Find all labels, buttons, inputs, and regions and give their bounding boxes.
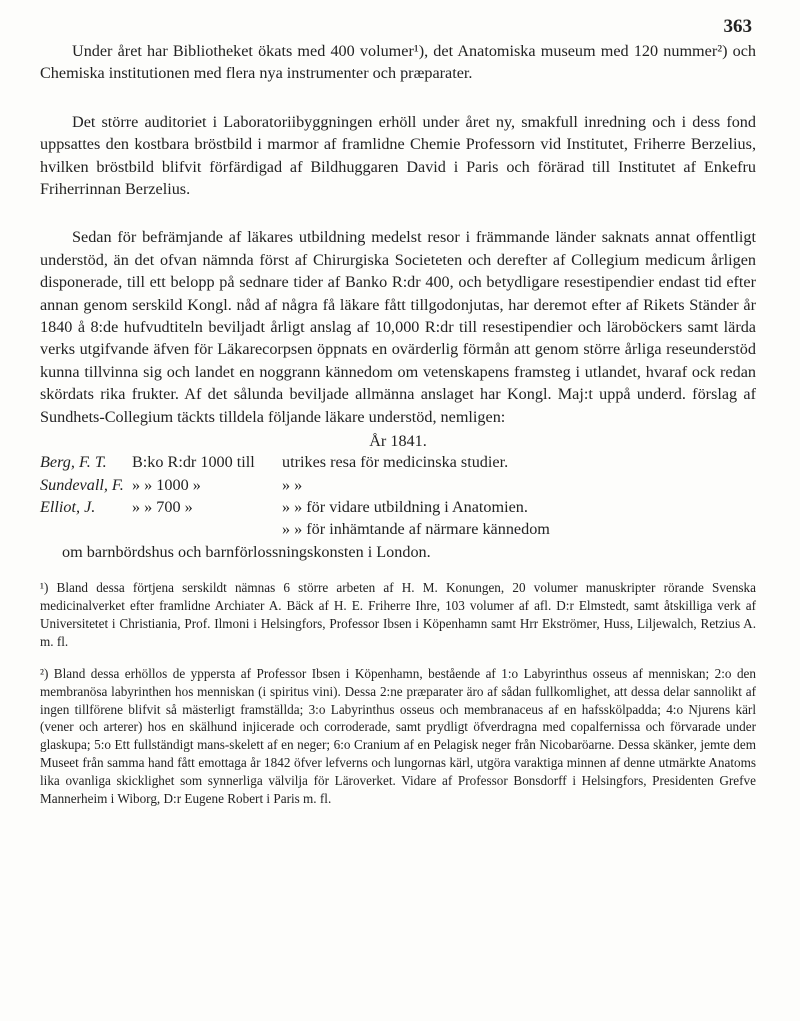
stipend-amount bbox=[132, 518, 282, 540]
year-heading: År 1841. bbox=[369, 432, 427, 451]
stipend-purpose: » » för inhämtande af närmare kännedom bbox=[282, 520, 550, 539]
stipend-amount: » » 700 » bbox=[132, 497, 193, 516]
paragraph-library: Under året har Bibliotheket ökats med 400 volumer¹), det Anatomiska museum med 120 nummer²) och Chemiska institutionen med flera nya instrumenter och præparater. bbox=[40, 42, 756, 83]
stipend-purpose: » » för vidare utbildning i Anatomien. bbox=[282, 497, 528, 516]
page-number: 363 bbox=[723, 16, 752, 37]
stipend-row bbox=[40, 518, 756, 540]
stipend-name: Sundevall, F. bbox=[40, 475, 124, 494]
stipend-amount: » » 1000 » bbox=[132, 475, 201, 494]
stipend-name: Elliot, J. bbox=[40, 497, 96, 516]
stipend-continuation: om barnbördshus och barnförlossningskonsten i London. bbox=[62, 542, 431, 561]
stipend-row bbox=[40, 496, 756, 518]
stipend-name bbox=[40, 518, 132, 540]
footnote-1: ¹) Bland dessa förtjena serskildt nämnas 6 större arbeten af H. M. Konungen, 20 volumer manuskripter rörande Svenska medicinalverket efter framlidne Archiater A. Bäck af H. E. Friherre Ihre, 103 volumer af afl. D:r Elmstedt, samt åtskilliga verk af Universitetet i Christiania, Prof. Ilmoni i Helsingfors, Professor Ibsen i Köpenhamn samt Hrr Ekströmer, Huss, Liljewalch, Retzius A. m. fl. bbox=[40, 580, 756, 649]
footnotes bbox=[40, 579, 756, 808]
stipend-row bbox=[40, 451, 756, 473]
stipend-purpose: utrikes resa för medicinska studier. bbox=[282, 453, 509, 472]
stipend-row bbox=[40, 474, 756, 496]
stipend-name: Berg, F. T. bbox=[40, 453, 107, 472]
paragraph-auditorium: Det större auditoriet i Laboratoriibyggningen erhöll under året ny, smakfull inredning och i dess fond uppsattes den kostbara bröstbild i marmor af framlidne Chemie Professorn vid Institutet, Friherre Berzelius, hvilken bröstbild blifvit förfärdigad af Bildhuggaren David i Paris och förärad till Institutet af Enkefru Friherrinnan Berzelius. bbox=[40, 112, 756, 199]
stipend-amount: B:ko R:dr 1000 till bbox=[132, 453, 255, 472]
stipend-purpose: » » bbox=[282, 475, 303, 494]
footnote-2: ²) Bland dessa erhöllos de yppersta af Professor Ibsen i Köpenhamn, bestående af 1:o Labyrinthus osseus af menniskan; 2:o den membranösa labyrinthen hos menniskan (i spiritus vini). Dessa 2:ne præparater äro af sådan fullkomlighet, att dessa delar sannolikt af ingen tillförene blifvit så mästerligt framställda; 3:o Labyrinthus osseus och membranaceus af en hafsskölpadda; 4:o Njurens kärl (vener och arterer) hos en skälhund injicerade och corroderade, samt prydligt öfverdragna med copalfernissa och förvarade under glaskupa; 5:o Ett fullständigt mans-skelett af en neger; 6:o Cranium af en Pelagisk neger från Nicobaröarne. Dessa skänker, jemte dem Museet från samma hand fått emottaga år 1842 öfver lefverns och lungornas kärl, utgöra varaktiga minnen af denne utmärkte Anatoms lika ovanliga skicklighet som synnerliga välvilja för Läroverket. Vidare af Professor Bonsdorff i Helsingfors, Presidenten Grefve Mannerheim i Wiborg, D:r Eugene Robert i Paris m. fl. bbox=[40, 665, 756, 807]
stipend-list bbox=[40, 451, 756, 563]
paragraph-travel-grants: Sedan för befrämjande af läkares utbildning medelst resor i främmande länder saknats annat offentligt understöd, än det ofvan nämnda först af Chirurgiska Societeten och derefter af Collegium medicum årligen disponerade, till ett belopp på sednare tider af Banko R:dr 400, och betydligare resestipendier endast tid efter annan genom serskild Kongl. nåd af några få läkare fått tillgodonjutas, har deremot efter af Rikets Ständer år 1840 å 8:de hufvudtiteln beviljadt årligt anslag af 10,000 R:dr till resestipendier och läroböckers samt lärda verks utgifvande äfven för Läkarecorpsen öppnats en ovärderlig förmån att genom större årliga reseunderstöd kunna tillvinna sig och landet en noggrann kännedom om vetenskapens framsteg i utlandet, hvaraf ock redan skördats rika frukter. Af det sålunda beviljade allmänna anslaget har Kongl. Maj:t uppå underd. förslag af Sundhets-Collegium täckts tilldela följande läkare understöd, nemligen: bbox=[40, 228, 756, 426]
